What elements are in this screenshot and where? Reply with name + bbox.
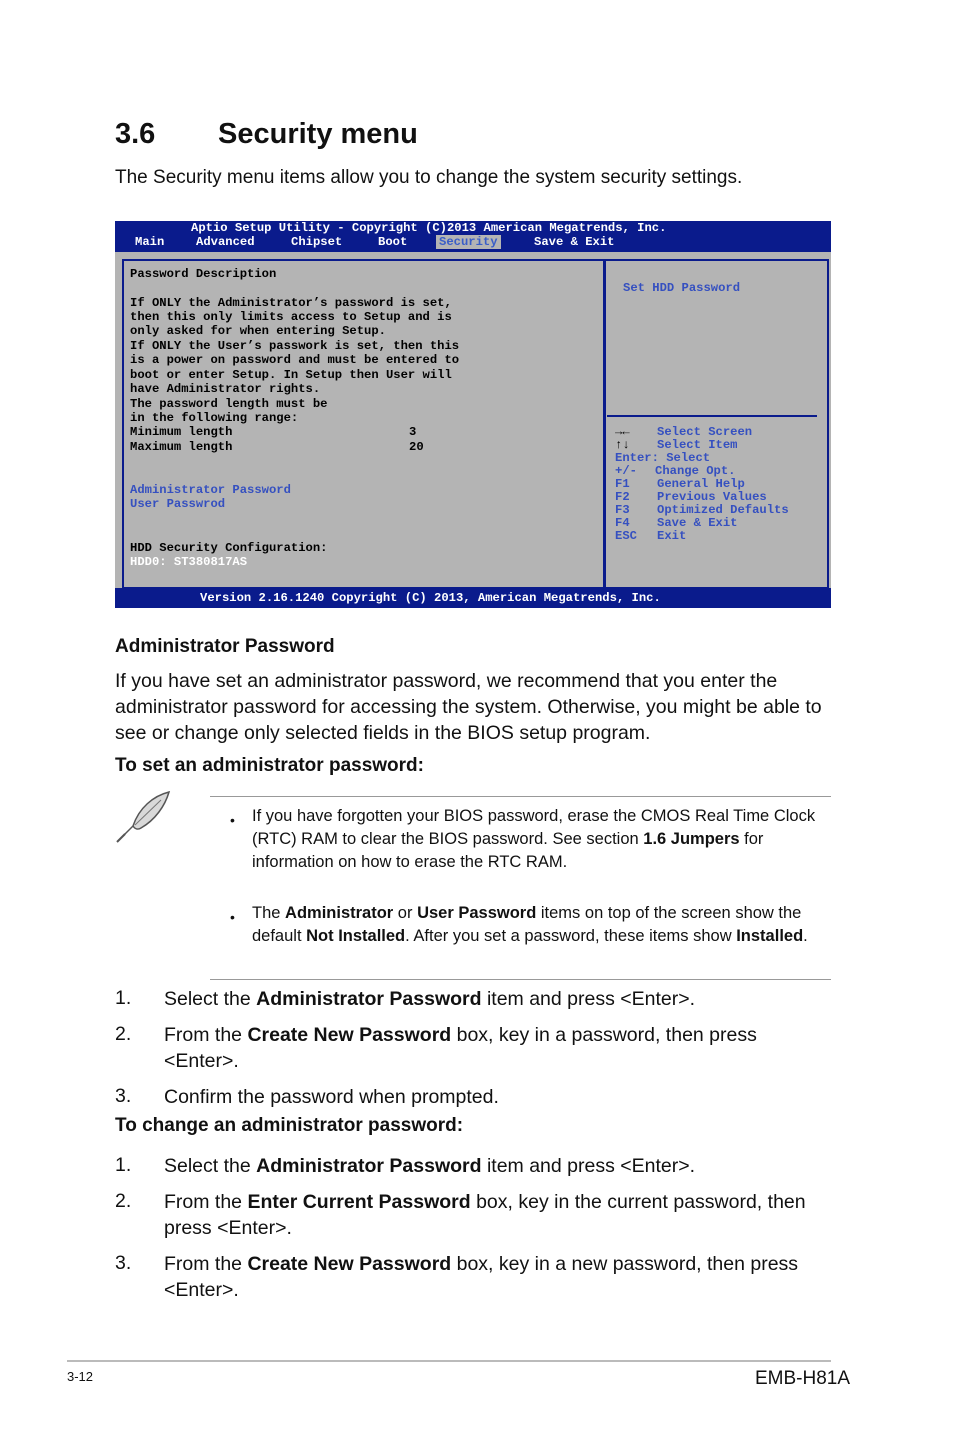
page-number: 3-12 <box>67 1369 94 1384</box>
step-number: 1. <box>115 1154 132 1176</box>
bios-pane-separator <box>607 415 817 417</box>
user-password-item[interactable]: User Passwrod <box>130 497 226 511</box>
bios-text-line: in the following range: <box>130 411 299 425</box>
hdd0-item[interactable]: HDD0: ST380817AS <box>130 555 248 569</box>
bios-tab-save-exit[interactable]: Save & Exit <box>534 235 615 249</box>
feather-pen-icon <box>113 790 171 845</box>
bios-text-line: The password length must be <box>130 397 328 411</box>
key-hint: Enter: Select <box>615 451 711 465</box>
bios-text-line: boot or enter Setup. In Setup then User will <box>130 368 452 382</box>
bios-right-pane <box>603 259 829 589</box>
min-length-label: Minimum length <box>130 425 233 439</box>
bios-title: Aptio Setup Utility - Copyright (C)2013 American Megatrends, Inc. <box>191 221 667 235</box>
bios-text-line: have Administrator rights. <box>130 382 321 396</box>
step-number: 3. <box>115 1085 132 1107</box>
set-step-2: From the Create New Password box, key in a password, then press <Enter>. <box>164 1024 757 1072</box>
administrator-password-item[interactable]: Administrator Password <box>130 483 291 497</box>
bios-tab-advanced[interactable]: Advanced <box>196 235 255 249</box>
bios-help-text: Set HDD Password <box>623 281 741 295</box>
bios-text-line: then this only limits access to Setup and is <box>130 310 452 324</box>
step-number: 2. <box>115 1023 132 1045</box>
bios-text-line: only asked for when entering Setup. <box>130 324 386 338</box>
key-description: Optimized Defaults <box>657 503 789 517</box>
change-step-2: From the Enter Current Password box, key in the current password, then press <Enter>. <box>164 1191 806 1239</box>
note-bullet: • <box>230 812 235 828</box>
admin-password-heading: Administrator Password <box>115 636 335 657</box>
key-hint: F3 <box>615 503 630 517</box>
step-number: 2. <box>115 1190 132 1212</box>
set-step-3: Confirm the password when prompted. <box>164 1086 499 1108</box>
change-step-1: Select the Administrator Password item and press <Enter>. <box>164 1155 696 1177</box>
bios-version: Version 2.16.1240 Copyright (C) 2013, American Megatrends, Inc. <box>200 591 661 605</box>
bios-screenshot <box>115 221 831 608</box>
bios-left-pane <box>122 259 606 589</box>
min-length-value: 3 <box>409 425 417 439</box>
arrows-up-down-icon: ↑↓ <box>615 438 630 452</box>
key-description: Change Opt. <box>655 464 736 478</box>
key-description: General Help <box>657 477 745 491</box>
bios-tab-security[interactable]: Security <box>436 235 501 249</box>
max-length-label: Maximum length <box>130 440 233 454</box>
bios-text-line: is a power on password and must be entered to <box>130 353 460 367</box>
key-description: Select Screen <box>657 425 753 439</box>
key-hint: F4 <box>615 516 630 530</box>
key-hint: +/- <box>615 464 637 478</box>
section-title: Security menu <box>218 118 418 150</box>
section-number: 3.6 <box>115 118 156 150</box>
key-description: Select Item <box>657 438 738 452</box>
bios-text-line: Password Description <box>130 267 277 281</box>
model-name: EMB-H81A <box>755 1368 851 1389</box>
admin-password-paragraph: If you have set an administrator password, we recommend that you enter the administrator password for accessing the system. Otherwise, you might be able to see or change only selected fields in the BIOS setup program. <box>115 670 822 744</box>
bios-text-line: If ONLY the Administrator’s password is set, <box>130 296 452 310</box>
note-top-rule <box>210 796 831 797</box>
key-description: Previous Values <box>657 490 767 504</box>
bios-footer <box>115 588 831 608</box>
footer-rule <box>67 1360 831 1362</box>
step-number: 3. <box>115 1252 132 1274</box>
key-description: Save & Exit <box>657 516 738 530</box>
note-bullet: • <box>230 909 235 925</box>
step-number: 1. <box>115 987 132 1009</box>
bios-tab-chipset[interactable]: Chipset <box>291 235 343 249</box>
bios-header <box>115 221 831 252</box>
hdd-security-config-label: HDD Security Configuration: <box>130 541 328 555</box>
bios-tab-boot[interactable]: Boot <box>378 235 408 249</box>
set-step-1: Select the Administrator Password item and press <Enter>. <box>164 988 696 1010</box>
set-admin-password-heading: To set an administrator password: <box>115 755 424 776</box>
key-hint: F2 <box>615 490 630 504</box>
change-admin-password-heading: To change an administrator password: <box>115 1115 464 1136</box>
key-hint: ESC <box>615 529 637 543</box>
bios-text-line: If ONLY the User’s passwork is set, then this <box>130 339 460 353</box>
change-step-3: From the Create New Password box, key in a new password, then press <Enter>. <box>164 1253 799 1301</box>
bios-tab-main[interactable]: Main <box>135 235 165 249</box>
key-hint: F1 <box>615 477 630 491</box>
note-item-forgotten-password: If you have forgotten your BIOS password, erase the CMOS Real Time Clock (RTC) RAM to clear the BIOS password. See section 1.6 Jumpers for information on how to erase the RTC RAM. <box>252 807 816 871</box>
key-description: Exit <box>657 529 687 543</box>
max-length-value: 20 <box>409 440 424 454</box>
note-bottom-rule <box>210 979 831 980</box>
section-intro: The Security menu items allow you to change the system security settings. <box>115 167 743 188</box>
note-item-installed-status: The Administrator or User Password items on top of the screen show the default Not Installed. After you set a password, these items show Installed. <box>252 904 808 945</box>
arrows-left-right-icon: →← <box>615 425 630 439</box>
